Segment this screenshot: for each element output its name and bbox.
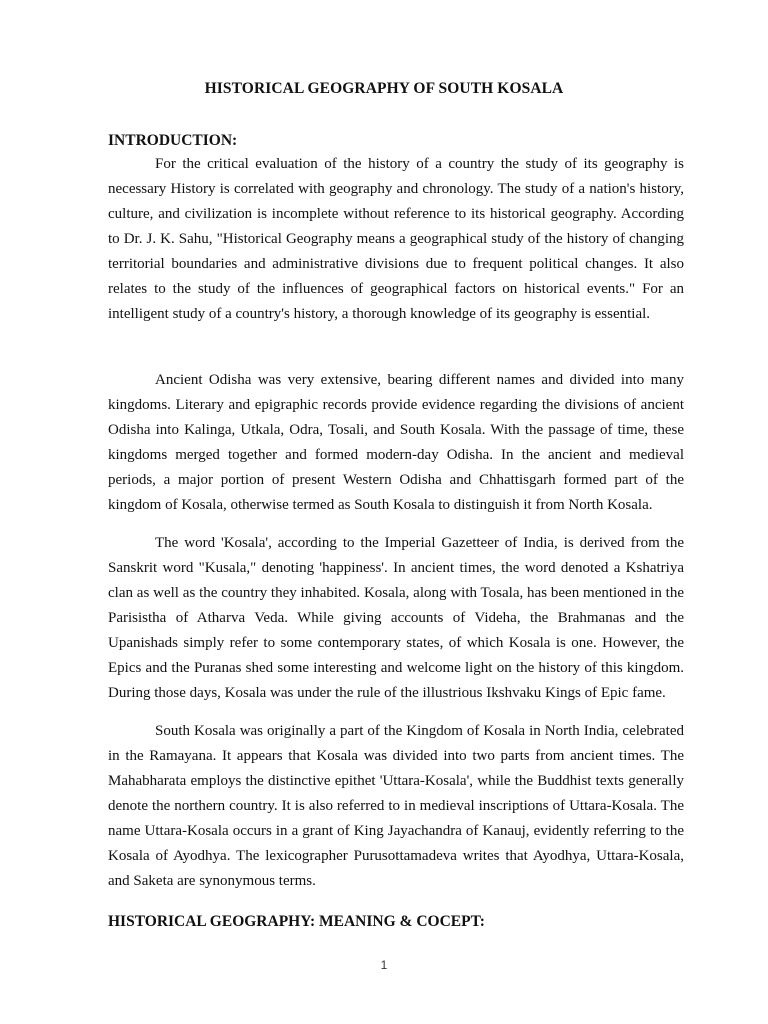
paragraph-4: South Kosala was originally a part of the Kingdom of Kosala in North India, celebrated in the Ramayana. It appears that Kosala was divided into two parts from ancient times. The Mahabharata employs the distinctive epithet 'Uttara-Kosala', while the Buddhist texts generally denote the northern country. It is also referred to in medieval inscriptions of Uttara-Kosala. The name Uttara-Kosala occurs in a grant of King Jayachandra of Kanauj, evidently referring to the Kosala of Ayodhya. The lexicographer Purusottamadeva writes that Ayodhya, Uttara-Kosala, and Saketa are synonymous terms. [108, 723, 684, 889]
paragraph-1: For the critical evaluation of the history of a country the study of its geography is necessary History is correlated with geography and chronology. The study of a nation's history, culture, and civilization is incomplete without reference to its historical geography. According to Dr. J. K. Sahu, "Historical Geography means a geographical study of the history of changing territorial boundaries and administrative divisions due to frequent political changes. It also relates to the study of the influences of geographical factors on historical events." For an intelligent study of a country's history, a thorough knowledge of its geography is essential. [108, 156, 684, 322]
page-number: 1 [380, 958, 388, 972]
paragraph-3: The word 'Kosala', according to the Imperial Gazetteer of India, is derived from the Sanskrit word "Kusala," denoting 'happiness'. In ancient times, the word denoted a Kshatriya clan as well as the country they inhabited. Kosala, along with Tosala, has been mentioned in the Parisistha of Atharva Veda. While giving accounts of Videha, the Brahmanas and the Upanishads simply refer to some contemporary states, of which Kosala is one. However, the Epics and the Puranas shed some interesting and welcome light on the history of this kingdom. During those days, Kosala was under the rule of the illustrious Ikshvaku Kings of Epic fame. [108, 535, 684, 701]
introduction-heading: INTRODUCTION: [108, 132, 238, 149]
section-heading: HISTORICAL GEOGRAPHY: MEANING & COCEPT: [108, 913, 485, 930]
paragraph-2: Ancient Odisha was very extensive, bearing different names and divided into many kingdoms. Literary and epigraphic records provide evidence regarding the divisions of ancient Odisha into Kalinga, Utkala, Odra, Tosali, and South Kosala. With the passage of time, these kingdoms merged together and formed modern-day Odisha. In the ancient and medieval periods, a major portion of present Western Odisha and Chhattisgarh formed part of the kingdom of Kosala, otherwise termed as South Kosala to distinguish it from North Kosala. [108, 372, 684, 513]
document-title: HISTORICAL GEOGRAPHY OF SOUTH KOSALA [204, 80, 564, 97]
